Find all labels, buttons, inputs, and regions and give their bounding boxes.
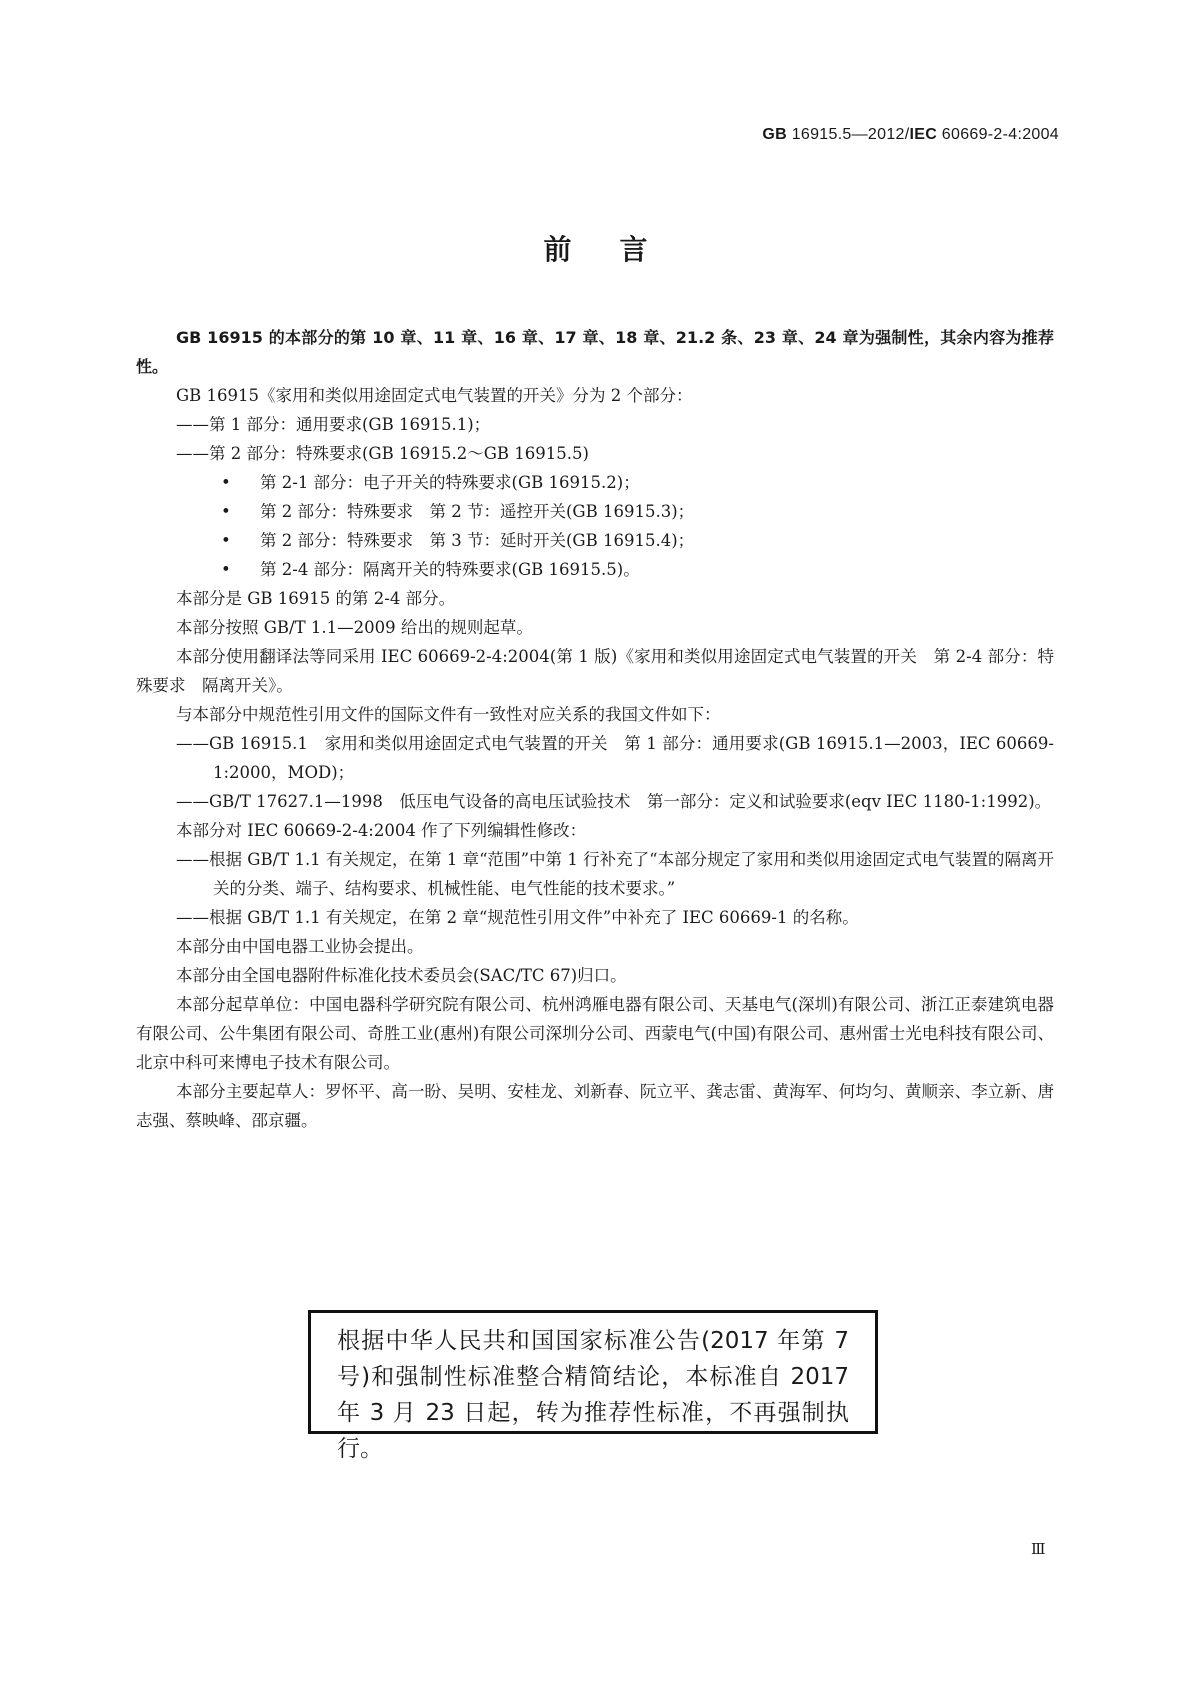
document-code — [762, 126, 1059, 144]
page-title: 前言 — [543, 233, 696, 266]
document-code-iec: IEC — [909, 126, 938, 143]
part-statement-paragraph: 本部分是 GB 16915 的第 2-4 部分。 — [176, 589, 456, 608]
bullet-icon: • — [221, 531, 231, 550]
bullet-icon: • — [221, 473, 231, 492]
bullet-list-item — [136, 468, 1054, 497]
normative-references-intro: 与本部分中规范性引用文件的国际文件有一致性对应关系的我国文件如下： — [176, 705, 721, 724]
document-code-iec-number: 60669-2-4:2004 — [937, 126, 1059, 143]
foreword-body — [136, 323, 1054, 1135]
bullet-icon: • — [221, 560, 231, 579]
drafters-paragraph: 本部分主要起草人：罗怀平、高一盼、吴明、安桂龙、刘新春、阮立平、龚志雷、黄海军、何均匀、黄顺亲、李立新、唐志强、蔡映峰、邵京疆。 — [136, 1082, 1054, 1130]
part-1-item: ——第 1 部分：通用要求(GB 16915.1)； — [176, 415, 491, 434]
editorial-changes-intro: 本部分对 IEC 60669-2-4:2004 作了下列编辑性修改： — [176, 821, 587, 840]
bullet-text: 第 2 部分：特殊要求 第 2 节：遥控开关(GB 16915.3)； — [260, 502, 695, 521]
notice-line: 号)和强制性标准整合精简结论，本标准自 2017 — [337, 1364, 849, 1390]
reference-item: ——GB/T 17627.1—1998 低压电气设备的高电压试验技术 第一部分：定义和试验要求(eqv IEC 1180-1:1992)。 — [176, 792, 1052, 811]
bullet-list-item — [136, 526, 1054, 555]
bullet-text: 第 2-1 部分：电子开关的特殊要求(GB 16915.2)； — [260, 473, 640, 492]
part-2-item: ——第 2 部分：特殊要求(GB 16915.2～GB 16915.5) — [176, 444, 589, 463]
bullet-icon: • — [221, 502, 231, 521]
editorial-change-item: ——根据 GB/T 1.1 有关规定，在第 1 章“范围”中第 1 行补充了“本部分规定了家用和类似用途固定式电气装置的隔离开关的分类、端子、结构要求、机械性能、电气性能的技术要求。” — [176, 850, 1054, 898]
editorial-change-item: ——根据 GB/T 1.1 有关规定，在第 2 章“规范性引用文件”中补充了 IEC 60669-1 的名称。 — [176, 908, 859, 927]
bullet-text: 第 2 部分：特殊要求 第 3 节：延时开关(GB 16915.4)； — [260, 531, 695, 550]
parts-intro-paragraph: GB 16915《家用和类似用途固定式电气装置的开关》分为 2 个部分： — [176, 386, 693, 405]
drafting-rules-paragraph: 本部分按照 GB/T 1.1—2009 给出的规则起草。 — [176, 618, 533, 637]
proposer-paragraph: 本部分由中国电器工业协会提出。 — [176, 937, 424, 956]
page-number: Ⅲ — [1031, 1540, 1046, 1558]
notice-box — [308, 1310, 878, 1462]
mandatory-clause-paragraph: GB 16915 的本部分的第 10 章、11 章、16 章、17 章、18 章、21.2 条、23 章、24 章为强制性，其余内容为推荐性。 — [136, 328, 1054, 376]
adoption-paragraph: 本部分使用翻译法等同采用 IEC 60669-2-4:2004(第 1 版)《家用和类似用途固定式电气装置的开关 第 2-4 部分：特殊要求 隔离开关》。 — [136, 647, 1054, 695]
drafting-units-paragraph: 本部分起草单位：中国电器科学研究院有限公司、杭州鸿雁电器有限公司、天基电气(深圳)有限公司、浙江正泰建筑电器有限公司、公牛集团有限公司、奇胜工业(惠州)有限公司深圳分公司、西蒙电气(中国)有限公司、惠州雷士光电科技有限公司、北京中科可来博电子技术有限公司。 — [136, 995, 1054, 1072]
committee-paragraph: 本部分由全国电器附件标准化技术委员会(SAC/TC 67)归口。 — [176, 966, 627, 985]
reference-item: ——GB 16915.1 家用和类似用途固定式电气装置的开关 第 1 部分：通用要求(GB 16915.1—2003，IEC 60669-1:2000，MOD)； — [176, 734, 1054, 782]
notice-line: 根据中华人民共和国国家标准公告(2017 年第 7 — [337, 1328, 849, 1354]
bullet-list-item — [136, 555, 1054, 584]
document-code-gb: GB — [762, 126, 787, 143]
bullet-text: 第 2-4 部分：隔离开关的特殊要求(GB 16915.5)。 — [260, 560, 640, 579]
bullet-list-item — [136, 497, 1054, 526]
document-code-number: 16915.5—2012/ — [786, 126, 910, 143]
notice-line: 年 3 月 23 日起，转为推荐性标准，不再强制执行。 — [337, 1400, 849, 1462]
